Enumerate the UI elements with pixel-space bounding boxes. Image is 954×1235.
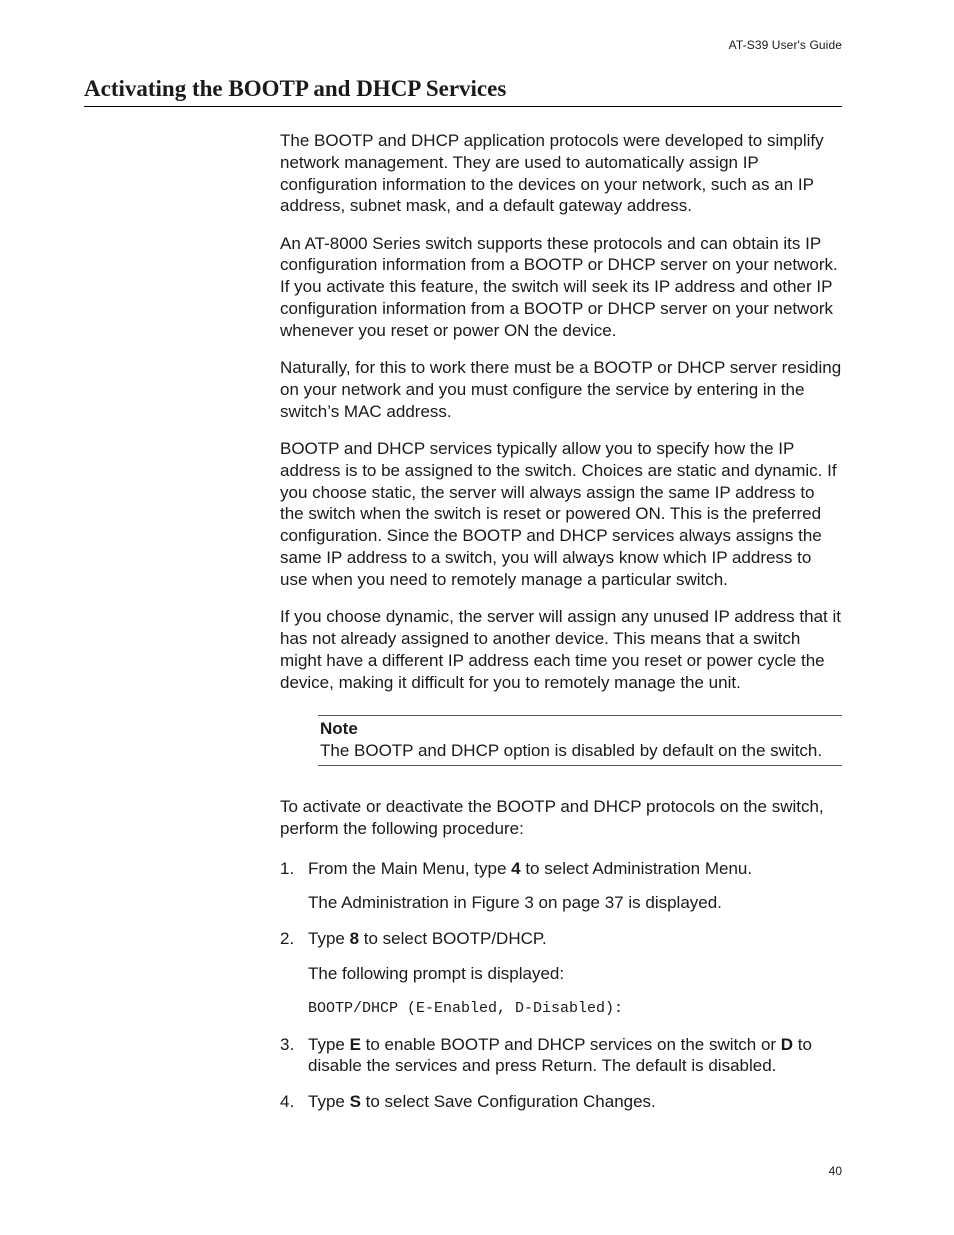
prompt-code: BOOTP/DHCP (E-Enabled, D-Disabled): [308, 999, 624, 1017]
step-text: Type 8 to select BOOTP/DHCP. [308, 929, 547, 949]
paragraph: If you choose dynamic, the server will assign any unused IP address that it has not already assigned to another device. This means that a switch might have a different IP address each time you reset or power cycle the device, making it difficult for you to remotely manage the unit. [280, 607, 841, 692]
key-label: E [349, 1034, 361, 1054]
key-label: 8 [349, 929, 360, 949]
procedure-steps [280, 858, 842, 1113]
procedure-step [280, 928, 842, 1019]
step-text: Type S to select Save Configuration Changes. [308, 1092, 656, 1112]
step-number: 1. [280, 858, 295, 878]
note-text: The BOOTP and DHCP option is disabled by default on the switch. [320, 741, 823, 761]
note-box [318, 715, 842, 766]
paragraph: The BOOTP and DHCP application protocols were developed to simplify network management. They are used to automatically assign IP configuration information to the devices on your network, such as an IP address, subnet mask, and a default gateway address. [280, 131, 824, 216]
key-label: 4 [511, 858, 521, 878]
procedure-step [280, 1091, 842, 1113]
step-number: 3. [280, 1034, 295, 1054]
step-result: The following prompt is displayed: [308, 963, 565, 983]
procedure-step [280, 1034, 842, 1078]
procedure-step [280, 858, 842, 915]
step-number: 2. [280, 929, 295, 949]
section-title: Activating the BOOTP and DHCP Services [84, 76, 842, 107]
note-title: Note [320, 719, 358, 739]
step-result: The Administration in Figure 3 on page 37 is displayed. [308, 893, 722, 913]
step-number: 4. [280, 1092, 295, 1112]
paragraph: BOOTP and DHCP services typically allow you to specify how the IP address is to be assigned to the switch. Choices are static and dynamic. If you choose static, the server will always assign the same IP address to the switch when the switch is reset or powered ON. This is the preferred configuration. Since the BOOTP and DHCP services always assigns the same IP address to a switch, you will always know which IP address to use when you need to remotely manage a particular switch. [280, 439, 837, 589]
page-number: 40 [828, 1164, 842, 1178]
key-label: D [780, 1034, 794, 1054]
body-column [280, 130, 842, 1127]
key-label: S [349, 1092, 361, 1112]
procedure-intro: To activate or deactivate the BOOTP and DHCP protocols on the switch, perform the following procedure: [280, 796, 824, 838]
paragraph: An AT-8000 Series switch supports these protocols and can obtain its IP configuration information from a BOOTP or DHCP server on your network. If you activate this feature, the switch will seek its IP address and other IP configuration information from a BOOTP or DHCP server on your network whenever you reset or power ON the device. [280, 233, 838, 340]
running-header: AT-S39 User's Guide [728, 38, 842, 52]
step-text: From the Main Menu, type 4 to select Administration Menu. [308, 858, 753, 878]
step-text: Type E to enable BOOTP and DHCP services on the switch or D to disable the services and press Return. The default is disabled. [308, 1034, 812, 1076]
paragraph: Naturally, for this to work there must be a BOOTP or DHCP server residing on your network and you must configure the service by entering in the switch’s MAC address. [280, 358, 842, 421]
